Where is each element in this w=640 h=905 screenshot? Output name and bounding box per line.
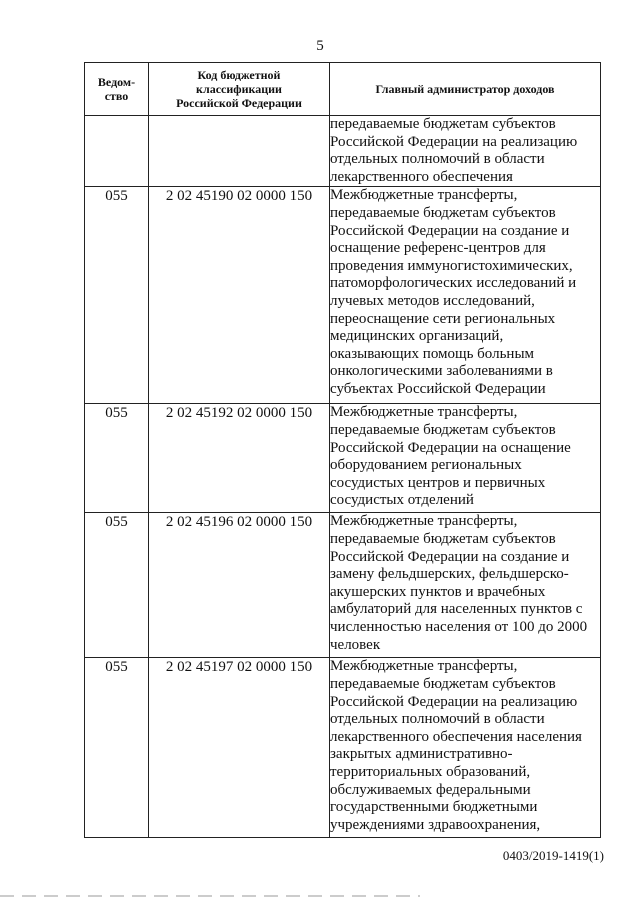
row-code: 2 02 45196 02 0000 150 xyxy=(149,513,330,658)
row-description: передаваемые бюджетам субъектов Российской Федерации на реализацию отдельных полномочий в области лекарственного обеспечения xyxy=(330,116,601,187)
budget-classification-table xyxy=(84,62,601,838)
document-id: 0403/2019-1419(1) xyxy=(502,848,604,863)
header-code-label: Код бюджетной классификации Российской Федерации xyxy=(176,68,302,110)
row-department: 055 xyxy=(85,404,149,513)
row-description: Межбюджетные трансферты, передаваемые бюджетам субъектов Российской Федерации на создание и оснащение референс-центров для проведения иммуногистохимических, патоморфологических исследований и лучевых методов исследований, переоснащение сети региональных медицинских организаций, оказывающих помощь больным онкологическими заболеваниями в субъектах Российской Федерации xyxy=(330,187,601,404)
header-department-label: Ведом- ство xyxy=(97,75,136,103)
header-department xyxy=(85,63,149,116)
row-department xyxy=(85,116,149,187)
scan-artifact xyxy=(0,895,420,897)
table-row xyxy=(85,513,601,658)
row-description: Межбюджетные трансферты, передаваемые бюджетам субъектов Российской Федерации на создание и замену фельдшерских, фельдшерско- акушерских пунктов и врачебных амбулаторий для населенных пунктов с численностью населения от 100 до 2000 человек xyxy=(330,513,601,658)
row-department: 055 xyxy=(85,513,149,658)
header-code xyxy=(149,63,330,116)
header-administrator xyxy=(330,63,601,116)
header-administrator-label: Главный администратор доходов xyxy=(375,82,555,96)
table-row xyxy=(85,404,601,513)
table-row xyxy=(85,116,601,187)
row-code: 2 02 45192 02 0000 150 xyxy=(149,404,330,513)
table-header-row xyxy=(85,63,601,116)
table-row xyxy=(85,658,601,838)
row-description: Межбюджетные трансферты, передаваемые бюджетам субъектов Российской Федерации на оснащение оборудованием региональных сосудистых центров и первичных сосудистых отделений xyxy=(330,404,601,513)
table-row xyxy=(85,187,601,404)
row-department: 055 xyxy=(85,187,149,404)
row-code: 2 02 45197 02 0000 150 xyxy=(149,658,330,838)
page-number: 5 xyxy=(316,38,324,54)
row-description: Межбюджетные трансферты, передаваемые бюджетам субъектов Российской Федерации на реализацию отдельных полномочий в области лекарственного обеспечения населения закрытых административно- территориальных образований, обслуживаемых федеральными государственными бюджетными учреждениями здравоохранения, xyxy=(330,658,601,838)
row-code xyxy=(149,116,330,187)
row-code: 2 02 45190 02 0000 150 xyxy=(149,187,330,404)
row-department: 055 xyxy=(85,658,149,838)
